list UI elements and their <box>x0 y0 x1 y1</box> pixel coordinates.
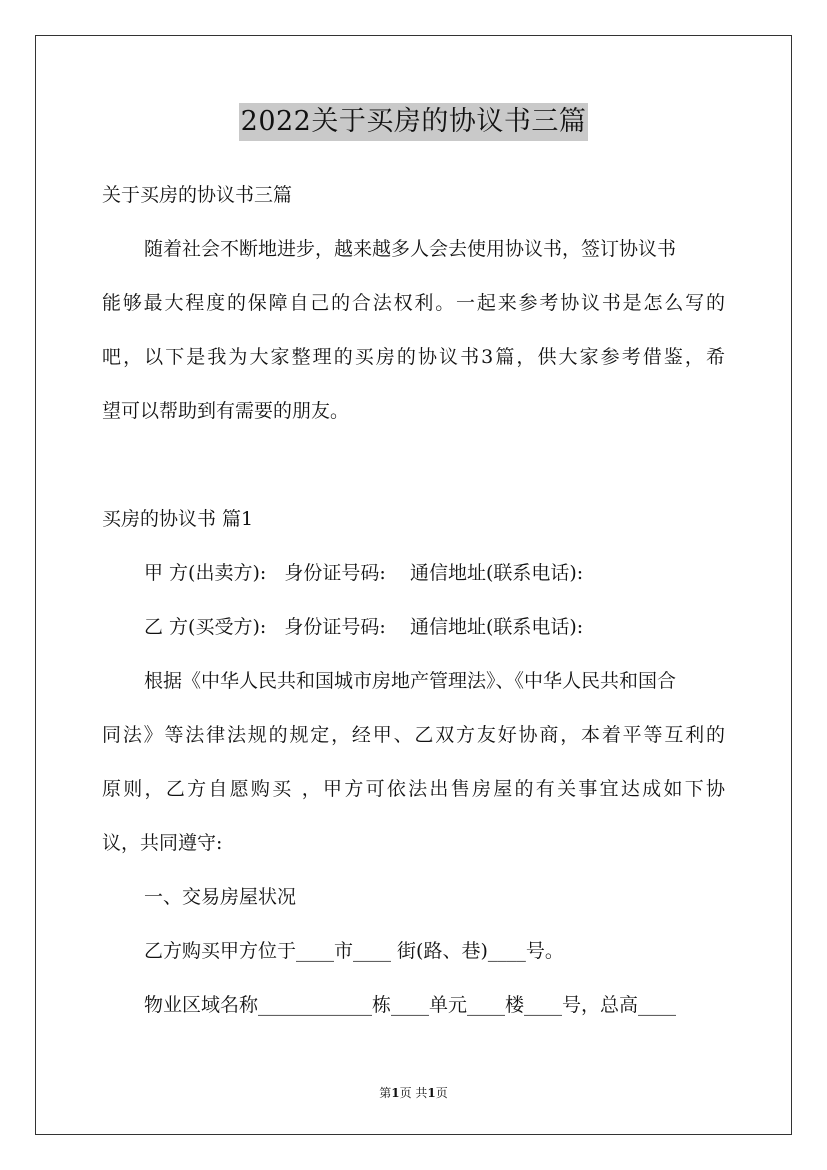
paragraph-line: 同法》等法律法规的规定，经甲、乙双方友好协商，本着平等互利的 <box>102 724 725 746</box>
paragraph-line: 物业区域名称____________栋____单元____楼____号，总高____ <box>144 994 677 1016</box>
party-b-line: 乙 方(买受方): 身份证号码: 通信地址(联系电话): <box>144 616 584 638</box>
footer-suffix: 页 <box>435 1086 448 1100</box>
clause-heading: 一、交易房屋状况 <box>144 886 297 908</box>
section-heading: 买房的协议书 篇1 <box>102 508 254 530</box>
document-title: 2022关于买房的协议书三篇 <box>239 103 589 141</box>
page-footer <box>0 1085 827 1101</box>
footer-total-pages: 1 <box>427 1086 436 1100</box>
subtitle: 关于买房的协议书三篇 <box>102 184 293 206</box>
footer-mid: 页 共 <box>399 1086 428 1100</box>
paragraph-line: 原则，乙方自愿购买 ，甲方可依法出售房屋的有关事宜达成如下协 <box>102 778 725 800</box>
party-a-line: 甲 方(出卖方): 身份证号码: 通信地址(联系电话): <box>144 562 584 584</box>
paragraph-line: 乙方购买甲方位于____市____ 街(路、巷)____号。 <box>144 940 564 962</box>
paragraph-line: 吧，以下是我为大家整理的买房的协议书3篇，供大家参考借鉴，希 <box>102 346 725 368</box>
footer-page-number: 1 <box>391 1086 400 1100</box>
paragraph-line: 随着社会不断地进步，越来越多人会去使用协议书，签订协议书 <box>144 238 677 260</box>
paragraph-line: 议，共同遵守: <box>102 832 223 854</box>
paragraph-line: 望可以帮助到有需要的朋友。 <box>102 400 350 422</box>
footer-prefix: 第 <box>379 1086 392 1100</box>
title-container <box>0 103 827 141</box>
paragraph-line: 根据《中华人民共和国城市房地产管理法》、《中华人民共和国合 <box>144 670 677 692</box>
paragraph-line: 能够最大程度的保障自己的合法权利。一起来参考协议书是怎么写的 <box>102 292 725 314</box>
